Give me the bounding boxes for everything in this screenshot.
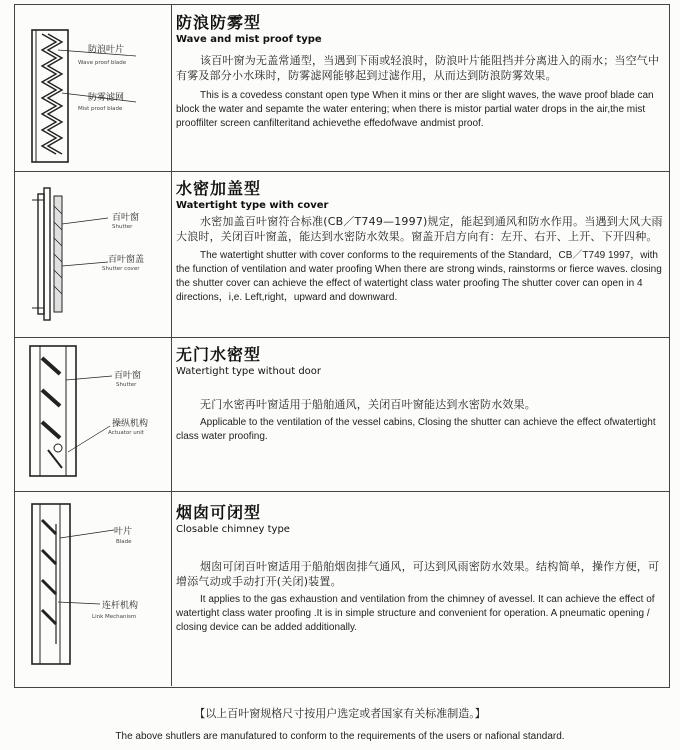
part-label-en: Shutter (116, 382, 137, 388)
footer-note-zh: 【以上百叶窗规格尺寸按用户选定或者国家有关标准制造。】 (194, 707, 486, 720)
part-label: 防雾滤网 (88, 93, 125, 103)
description-en: Applicable to the ventilation of the vessel cabins, Closing the shutter can achieve the effect ofwatertight class water proofing. (176, 417, 656, 442)
chimney-shutter-drawing (18, 494, 168, 684)
part-label-en: Shutter (112, 224, 133, 230)
row-divider (14, 171, 670, 172)
description-zh: 该百叶窗为无盖常通型，当遇到下雨或轻浪时，防浪叶片能阻挡并分离进入的雨水；当空气中有雾及部分小水珠时，防雾滤网能够起到过滤作用，从而达到防浪防雾效果。 (176, 54, 660, 82)
part-label: 百叶窗 (112, 213, 140, 223)
section-subtitle: Watertight type with cover (176, 200, 329, 211)
section-watertight-cover (176, 176, 666, 305)
part-label-en: Shutter cover (102, 266, 140, 272)
closable-chimney-diagram (18, 494, 168, 684)
column-divider (171, 4, 172, 686)
section-title: 防浪防雾型 (176, 13, 262, 32)
description-en: The watertight shutter with cover conforms to the requirements of the Standard，CB／T749 1997，with the function of ventilation and water proofing When there are strong winds, rainstorms or fierce waves. closing the shutter cover can achieve the effect of watertight class water proofing The shutter cover can open in 4 directions，i,e. Left,right，upward and downward. (176, 250, 662, 303)
part-label-en: Actuator unit (108, 430, 144, 436)
description-zh: 无门水密再叶窗适用于船舶通风，关闭百叶窗能达到水密防水效果。 (200, 398, 536, 411)
part-label-en: Blade (116, 539, 132, 545)
no-door-shutter-drawing (18, 340, 168, 488)
row-divider (14, 491, 670, 492)
part-label-en: Link Mechanism (92, 614, 137, 620)
section-title: 无门水密型 (176, 345, 262, 364)
section-wave-mist (176, 10, 666, 131)
description-zh: 水密加盖百叶窗符合标准(CB／T749—1997)规定，能起到通风和防水作用。当遇到大风大雨大浪时，关闭百叶窗盖，能达到水密防水效果。窗盖开启方向有：左开、右开、上开、下开四种。 (176, 215, 663, 243)
part-label-en: Mist proof blade (78, 106, 123, 112)
wave-blade-drawing (18, 8, 168, 168)
footer-note-en: The above shutlers are manufatured to conform to the requirements of the users or nafional standard. (115, 731, 565, 742)
section-title: 烟囱可闭型 (176, 503, 262, 522)
part-label: 百叶窗 (114, 371, 142, 381)
part-label: 防浪叶片 (88, 45, 125, 55)
part-label: 叶片 (114, 527, 133, 537)
description-en: This is a covedess constant open type When it mins or ther are slight waves, the wave proof blade can block the water and sepamte the water entering; when there is mistor partial water drops in the air,the mist prooffilter screen canfilteritand achievethe effedofwave andmist proof. (176, 90, 654, 129)
part-label: 操纵机构 (112, 419, 149, 429)
part-label-en: Wave proof blade (78, 60, 127, 66)
section-title: 水密加盖型 (176, 179, 262, 198)
description-zh: 烟囱可闭百叶窗适用于船舶烟囱排气通风，可达到风雨密防水效果。结构简单，操作方便，可增添气动或手动打开(关闭)装置。 (176, 560, 660, 588)
part-label: 连杆机构 (102, 601, 139, 611)
cover-shutter-drawing (18, 174, 168, 334)
section-subtitle: Watertight type without door (176, 366, 322, 377)
part-label: 百叶窗盖 (108, 255, 145, 265)
description-en: It applies to the gas exhaustion and ventilation from the chimney of avessel. It can achieve the effect of watertight class water proofing .It is in simple structure and convenient for operation. A pneumatic opening / closing device can be added additionally. (176, 594, 655, 633)
section-closable-chimney (176, 500, 666, 635)
section-subtitle: Wave and mist proof type (176, 34, 322, 45)
wave-mist-proof-diagram (18, 8, 168, 168)
row-divider (14, 337, 670, 338)
section-subtitle: Closable chimney type (176, 524, 290, 535)
section-watertight-no-door (176, 342, 666, 444)
watertight-no-door-diagram (18, 340, 168, 488)
watertight-cover-diagram (18, 174, 168, 334)
